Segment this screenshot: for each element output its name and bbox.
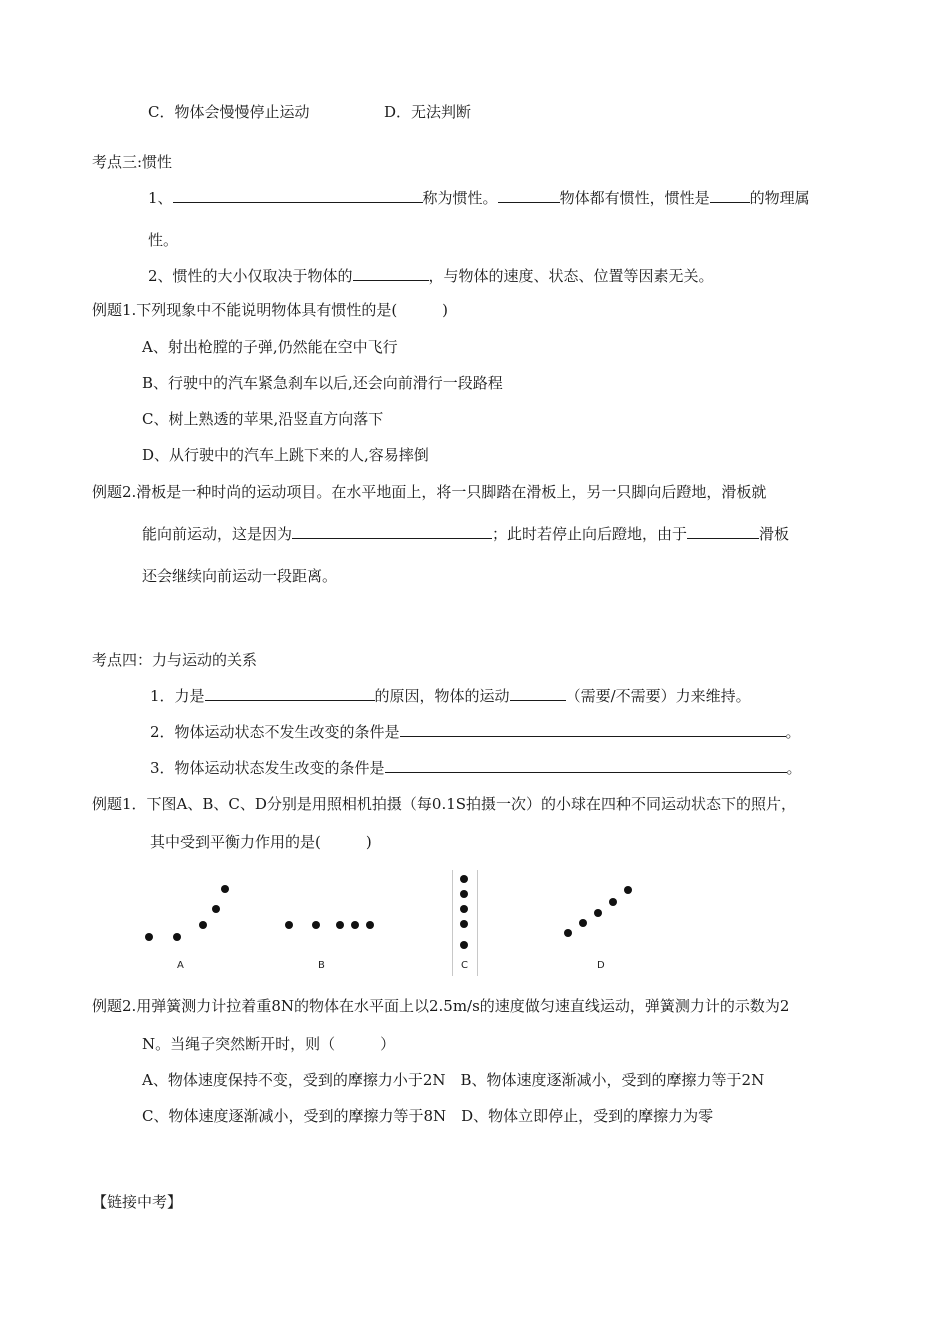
fill-blank[interactable] — [710, 188, 750, 203]
ball-dot — [366, 921, 374, 929]
example-1-option-c: C、树上熟透的苹果,沿竖直方向落下 — [142, 410, 384, 428]
ball-dot — [579, 919, 587, 927]
ball-dot — [564, 929, 572, 937]
ex2-text-a: 能向前运动，这是因为 — [142, 525, 293, 543]
ball-dot — [624, 886, 632, 894]
item-2-text-a: 2、惯性的大小仅取决于物体的 — [148, 267, 353, 285]
ball-dot — [460, 875, 468, 883]
item-1-text-c: 物体都有惯性，惯性是 — [559, 189, 710, 207]
force-2-text-b: 。 — [785, 723, 801, 741]
ball-dot — [351, 921, 359, 929]
force-example-2-options-ab: A、物体速度保持不变，受到的摩擦力小于2N B、物体速度逐渐减小，受到的摩擦力等于2N — [142, 1071, 765, 1089]
ball-dot — [609, 898, 617, 906]
fill-blank[interactable] — [173, 188, 423, 203]
item-1-text-b: 称为惯性。 — [422, 189, 498, 207]
ball-dot — [221, 885, 229, 893]
force-example-1-line1: 例题1．下图A、B、C、D分别是用照相机拍摄（每0.1S拍摄一次）的小球在四种不同运动状态下的照片， — [92, 795, 797, 813]
figure-label-c: C — [461, 960, 468, 971]
item-1-prefix: 1、 — [148, 189, 173, 207]
force-example-2-line2: N。当绳子突然断开时，则（ ） — [142, 1035, 396, 1053]
force-1-text-b: 的原因，物体的运动 — [374, 687, 510, 705]
ball-dot — [460, 890, 468, 898]
force-item-2 — [150, 722, 801, 742]
example-1-option-b: B、行驶中的汽车紧急刹车以后,还会向前滑行一段路程 — [142, 374, 503, 392]
force-2-text-a: 2．物体运动状态不发生改变的条件是 — [150, 723, 400, 741]
example-2-question-line2 — [142, 524, 789, 544]
example-2-question-line3: 还会继续向前运动一段距离。 — [142, 567, 338, 585]
force-1-text-a: 1．力是 — [150, 687, 205, 705]
ex2-text-c: 滑板 — [759, 525, 790, 543]
ball-dot — [460, 941, 468, 949]
example-1-question: 例题1.下列现象中不能说明物体具有惯性的是( ) — [92, 301, 449, 319]
force-3-text-b: 。 — [786, 759, 802, 777]
ball-dot — [336, 921, 344, 929]
force-1-text-c: （需要/不需要）力来维持。 — [565, 687, 751, 705]
example-1-option-d: D、从行驶中的汽车上跳下来的人,容易摔倒 — [142, 446, 429, 464]
item-1-text-d: 的物理属 — [749, 189, 810, 207]
fill-blank[interactable] — [687, 524, 759, 539]
ex2-text-b: ；此时若停止向后蹬地，由于 — [492, 525, 688, 543]
inertia-item-1 — [148, 188, 810, 208]
force-item-3 — [150, 758, 802, 778]
ball-dot — [312, 921, 320, 929]
ball-dot — [145, 933, 153, 941]
ball-dot — [173, 933, 181, 941]
fill-blank[interactable] — [400, 722, 786, 737]
force-example-1-line2: 其中受到平衡力作用的是( ) — [150, 833, 372, 851]
fill-blank[interactable] — [353, 266, 429, 281]
fill-blank[interactable] — [385, 758, 787, 773]
fill-blank[interactable] — [510, 686, 566, 701]
inertia-item-2 — [148, 266, 714, 286]
ball-dot — [285, 921, 293, 929]
fill-blank[interactable] — [292, 524, 492, 539]
option-d: D．无法判断 — [384, 103, 472, 121]
fill-blank[interactable] — [205, 686, 375, 701]
item-2-text-b: ，与物体的速度、状态、位置等因素无关。 — [428, 267, 714, 285]
force-example-2-line1: 例题2.用弹簧测力计拉着重8N的物体在水平面上以2.5m/s的速度做匀速直线运动，弹簧测力计的示数为2 — [92, 997, 790, 1015]
ball-dot — [460, 905, 468, 913]
ball-dot — [460, 920, 468, 928]
ball-dot — [594, 909, 602, 917]
figure-label-b: B — [318, 960, 325, 971]
example-1-option-a: A、射出枪膛的子弹,仍然能在空中飞行 — [142, 338, 398, 356]
inertia-item-1-cont: 性。 — [148, 231, 179, 249]
figure-label-d: D — [597, 960, 605, 971]
section-title-force-motion: 考点四：力与运动的关系 — [92, 651, 258, 669]
figure-c-strip — [452, 870, 478, 976]
ball-dot — [212, 905, 220, 913]
section-title-inertia: 考点三:惯性 — [92, 153, 173, 171]
fill-blank[interactable] — [498, 188, 560, 203]
figure-label-a: A — [177, 960, 184, 971]
force-3-text-a: 3．物体运动状态发生改变的条件是 — [150, 759, 385, 777]
ball-dot — [199, 921, 207, 929]
example-2-question-line1: 例题2.滑板是一种时尚的运动项目。在水平地面上，将一只脚踏在滑板上，另一只脚向后蹬地，滑板就 — [92, 483, 767, 501]
force-example-2-options-cd: C、物体速度逐渐减小，受到的摩擦力等于8N D、物体立即停止，受到的摩擦力为零 — [142, 1107, 714, 1125]
link-exam-heading: 【链接中考】 — [92, 1193, 183, 1211]
option-c: C．物体会慢慢停止运动 — [148, 103, 310, 121]
force-item-1 — [150, 686, 751, 706]
